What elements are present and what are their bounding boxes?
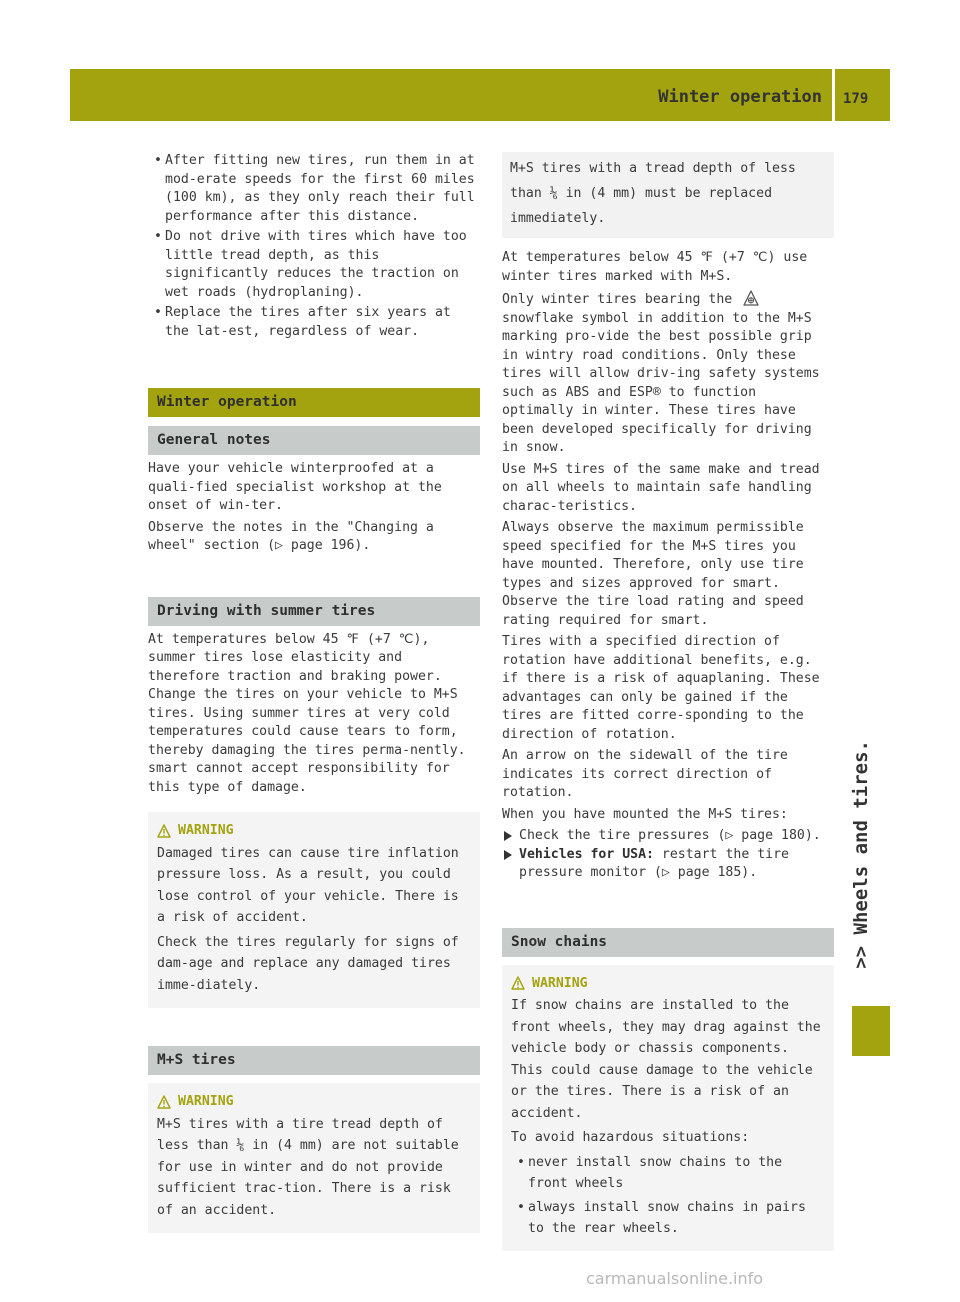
paragraph-snowflake [502, 289, 834, 458]
step-bold-label: Vehicles for USA: [519, 846, 654, 862]
warning-triangle-icon [511, 976, 525, 990]
step-restart-monitor [502, 846, 834, 883]
subheading-snow-chains: Snow chains [502, 928, 834, 957]
left-column [148, 152, 480, 1233]
chapter-tab-label: >> Wheels and tires. [850, 740, 872, 969]
warning-text: To avoid hazardous situations: [511, 1130, 750, 1145]
summer-tires-paragraph: At temperatures below 45 ℉ (+7 ℃), summer tires lose elasticity and therefore traction and braking power. Change the tires on your vehicle to M+S tires. Using summer tires at very cold temperatures could cause tears to form, thereby damaging the tires perma-nently. smart cannot accept responsibility for this type of damage. [148, 631, 466, 795]
section-heading-winter-operation: Winter operation [148, 388, 480, 417]
header-separator [832, 69, 835, 121]
step-check-pressures: Check the tire pressures (▷ page 180). [502, 827, 834, 846]
list-item: • always install snow chains in pairs to the rear wheels. [511, 1197, 826, 1240]
warning-box-damaged-tires [148, 812, 480, 1008]
list-item: • Do not drive with tires which have too little tread depth, as this significantly reduces the traction on wet roads (hydroplaning). [148, 228, 480, 302]
list-item: • After fitting new tires, run them in at mod-erate speeds for the first 60 miles (100 km), as they only reach their full performance after this distance. [148, 152, 480, 226]
info-box-tread-depth: M+S tires with a tread depth of less than ⅙ in (4 mm) must be replaced immediately. [502, 152, 834, 238]
paragraph: At temperatures below 45 ℉ (+7 ℃) use winter tires marked with M+S. [502, 250, 808, 284]
paragraph: Use M+S tires of the same make and tread on all wheels to maintain safe handling charac-teristics. [502, 461, 820, 514]
paragraph: Tires with a specified direction of rotation have additional benefits, e.g. if there is a risk of aquaplaning. These advantages can only be gained if the tires are fitted corre-sponding to the direction of rotation. [502, 634, 820, 742]
intro-bullet-list [148, 152, 480, 341]
paragraph: Always observe the maximum permissible speed specified for the M+S tires you have mounted. Therefore, only use tire types and sizes approved for smart. Observe the tire load rating and speed rating required for smart. [502, 520, 804, 628]
warning-triangle-icon [157, 824, 171, 838]
warning-header [511, 973, 826, 995]
paragraph: An arrow on the sidewall of the tire indicates its correct direction of rotation. [502, 748, 788, 800]
warning-text: If snow chains are installed to the front wheels, they may drag against the vehicle body or chassis components. This could cause damage to the vehicle or the tires. There is a risk of an accident. [511, 998, 821, 1121]
paragraph: When you have mounted the M+S tires: [502, 806, 788, 822]
paragraph-text: Only winter tires bearing the [502, 292, 733, 307]
right-column [502, 152, 834, 1251]
warning-header [157, 820, 472, 842]
page-number: 179 [843, 91, 869, 107]
chapter-tab-marker [852, 1006, 890, 1056]
warning-box-snow-chains [502, 965, 834, 1251]
page-title: Winter operation [658, 87, 822, 107]
warning-text: M+S tires with a tire tread depth of less than ⅙ in (4 mm) are not suitable for use in winter and do not provide sufficient trac-tion. There is a risk of an accident. [157, 1116, 459, 1218]
warning-box-ms-tires [148, 1083, 480, 1233]
step-text: restart the tire pressure monitor (▷ page 185). [519, 846, 789, 880]
snowflake-mountain-icon [742, 289, 760, 307]
subheading-general-notes: General notes [148, 426, 480, 455]
warning-triangle-icon [157, 1095, 171, 1109]
warning-text: Check the tires regularly for signs of dam-age and replace any damaged tires imme-diately. [157, 934, 459, 993]
list-item: • Replace the tires after six years at the lat-est, regardless of wear. [148, 304, 480, 341]
subheading-ms-tires: M+S tires [148, 1046, 480, 1075]
warning-label: WARNING [532, 975, 588, 991]
warning-header [157, 1091, 472, 1113]
general-notes-paragraph: Have your vehicle winterproofed at a quali-fied specialist workshop at the onset of win-ter. [148, 461, 442, 513]
list-item: • never install snow chains to the front wheels [511, 1152, 826, 1195]
warning-text: Damaged tires can cause tire inflation pressure loss. As a result, you could lose control of your vehicle. There is a risk of accident. [157, 845, 459, 925]
general-notes-reference: Observe the notes in the "Changing a wheel" section (▷ page 196). [148, 519, 434, 553]
watermark: carmanualsonline.info [586, 1269, 764, 1288]
subheading-summer-tires: Driving with summer tires [148, 597, 480, 626]
warning-label: WARNING [178, 1094, 234, 1109]
warning-bullet-list [511, 1152, 826, 1240]
warning-label: WARNING [178, 823, 234, 838]
paragraph-text: snowflake symbol in addition to the M+S marking pro-vide the best possible grip in wintry road conditions. Only these tires will allow driv-ing safety systems such as ABS and ESP® to function optimally in winter. These tires have been developed specifically for driving in snow. [502, 310, 820, 455]
